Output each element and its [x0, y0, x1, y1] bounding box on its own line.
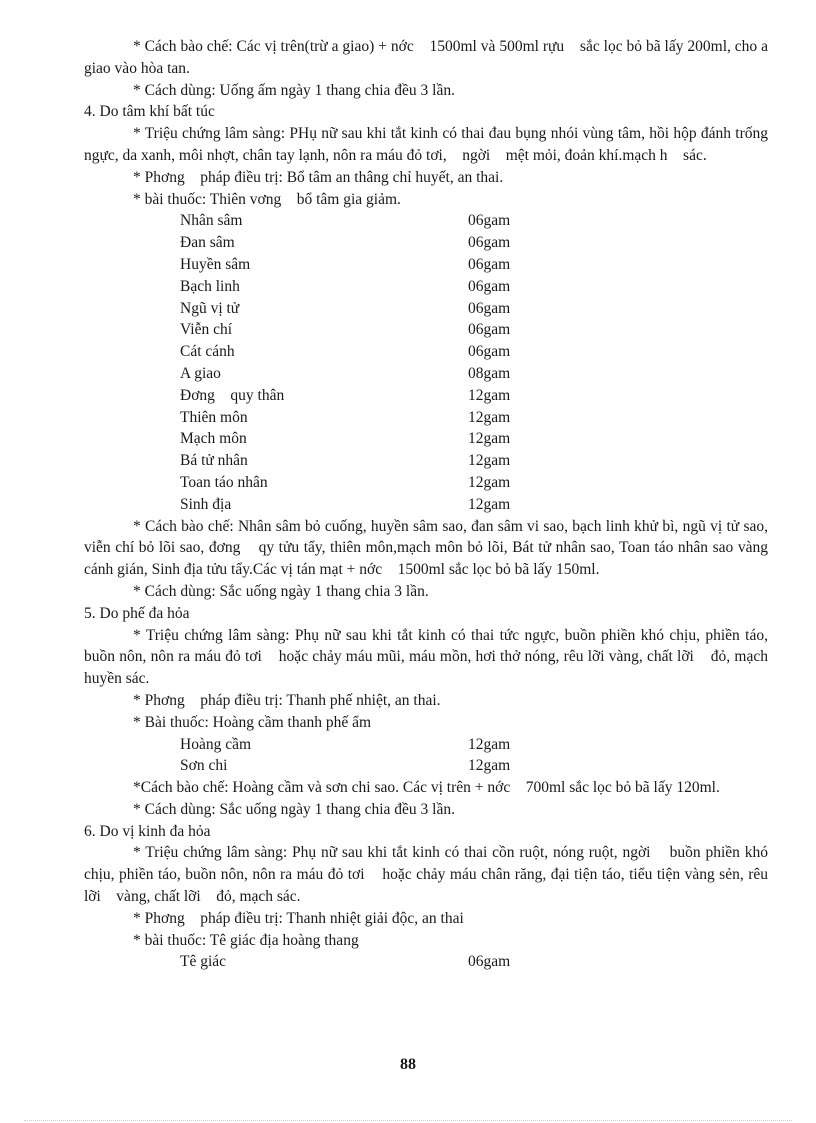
- page-content: [84, 36, 772, 973]
- paragraph-remedy-6: * bài thuốc: Tê giác địa hoàng thang: [133, 931, 359, 949]
- ingredient-dose: 06gam: [468, 277, 511, 295]
- paragraph-preparation-1: * Cách bào chế: Các vị trên(trừ a giao) + nớc 1500ml và 500ml rựu sắc lọc bỏ bã lấy 200ml, cho a giao vào hòa tan.: [84, 38, 772, 77]
- ingredient-name: Hoàng cầm: [180, 735, 252, 753]
- ingredient-table-1: [180, 210, 768, 515]
- paragraph-usage-4: * Cách dùng: Sắc uống ngày 1 thang chia 3 lần.: [133, 582, 429, 600]
- paragraph-symptoms-4: * Triệu chứng lâm sàng: PHụ nữ sau khi tắt kinh có thai đau bụng nhói vùng tâm, hồi hộp đánh trống ngực, da xanh, môi nhợt, chân tay lạnh, nôn ra máu đỏ tơi, ngời mệt mỏi, đoản khí.mạch h sác.: [84, 125, 772, 164]
- ingredient-row: [180, 385, 768, 407]
- ingredient-name: Toan táo nhân: [180, 473, 268, 491]
- ingredient-table-2: [180, 734, 768, 778]
- ingredient-row: [180, 319, 768, 341]
- ingredient-name: Cát cánh: [180, 343, 235, 361]
- ingredient-name: Sơn chi: [180, 757, 228, 775]
- paragraph-remedy-4: * bài thuốc: Thiên vơng bổ tâm gia giảm.: [133, 190, 401, 208]
- heading-section-5: 5. Do phế đa hỏa: [84, 604, 190, 622]
- ingredient-row: [180, 951, 768, 973]
- ingredient-name: Bá tử nhân: [180, 452, 248, 470]
- ingredient-name: Mạch môn: [180, 430, 247, 448]
- page-bottom-divider: [24, 1120, 792, 1121]
- ingredient-row: [180, 472, 768, 494]
- ingredient-dose: 06gam: [468, 255, 511, 273]
- heading-section-6: 6. Do vị kinh đa hỏa: [84, 822, 211, 840]
- ingredient-dose: 12gam: [468, 735, 511, 753]
- ingredient-dose: 06gam: [468, 299, 511, 317]
- paragraph-preparation-4: * Cách bào chế: Nhân sâm bỏ cuống, huyền sâm sao, đan sâm vi sao, bạch linh khử bì, ngũ vị tử sao, viễn chí bỏ lõi sao, đơng qy tửu tẩy, thiên môn,mạch môn bỏ lõi, Bát tử nhân sao, Toan táo nhân sao vàng cánh gián, Sinh địa tửu tẩy.Các vị tán mạt + nớc 1500ml sắc lọc bỏ bã lấy 150ml.: [84, 517, 772, 579]
- ingredient-row: [180, 298, 768, 320]
- ingredient-name: Sinh địa: [180, 495, 232, 513]
- ingredient-name: Tê giác: [180, 953, 227, 971]
- paragraph-usage-5: * Cách dùng: Sắc uống ngày 1 thang chia đều 3 lần.: [133, 800, 455, 818]
- ingredient-dose: 06gam: [468, 321, 511, 339]
- ingredient-dose: 12gam: [468, 473, 511, 491]
- paragraph-remedy-5: * Bài thuốc: Hoàng cầm thanh phế ẩm: [133, 713, 372, 731]
- ingredient-dose: 12gam: [468, 430, 511, 448]
- ingredient-name: Đan sâm: [180, 234, 235, 252]
- ingredient-dose: 12gam: [468, 757, 511, 775]
- ingredient-name: Bạch linh: [180, 277, 240, 295]
- paragraph-treatment-5: * Phơng pháp điều trị: Thanh phế nhiệt, an thai.: [133, 691, 441, 709]
- paragraph-preparation-5: *Cách bào chế: Hoàng cầm và sơn chi sao. Các vị trên + nớc 700ml sắc lọc bỏ bã lấy 120ml.: [133, 779, 720, 797]
- paragraph-usage-1: * Cách dùng: Uống ấm ngày 1 thang chia đều 3 lần.: [133, 81, 455, 99]
- ingredient-dose: 12gam: [468, 408, 511, 426]
- paragraph-symptoms-5: * Triệu chứng lâm sàng: Phụ nữ sau khi tắt kinh có thai tức ngực, buồn phiền khó chịu, phiền táo, buồn nôn, nôn ra máu đỏ tơi hoặc chảy máu mũi, máu mồn, hơi thở nóng, rêu lỡi vàng, chất lỡi đỏ, mạch huyền sác.: [84, 626, 772, 688]
- ingredient-row: [180, 494, 768, 516]
- ingredient-row: [180, 363, 768, 385]
- ingredient-row: [180, 276, 768, 298]
- ingredient-name: Đơng quy thân: [180, 386, 285, 404]
- ingredient-name: A giao: [180, 364, 221, 382]
- ingredient-dose: 06gam: [468, 234, 511, 252]
- ingredient-dose: 08gam: [468, 364, 511, 382]
- ingredient-row: [180, 428, 768, 450]
- page-number: 88: [400, 1056, 416, 1073]
- ingredient-dose: 12gam: [468, 495, 511, 513]
- ingredient-row: [180, 755, 768, 777]
- ingredient-row: [180, 734, 768, 756]
- ingredient-dose: 06gam: [468, 212, 511, 230]
- paragraph-treatment-6: * Phơng pháp điều trị: Thanh nhiệt giải độc, an thai: [133, 909, 464, 927]
- ingredient-row: [180, 210, 768, 232]
- ingredient-row: [180, 341, 768, 363]
- heading-section-4: 4. Do tâm khí bất túc: [84, 103, 215, 121]
- ingredient-dose: 06gam: [468, 343, 511, 361]
- ingredient-name: Nhân sâm: [180, 212, 243, 230]
- ingredient-name: Ngũ vị tử: [180, 299, 240, 317]
- ingredient-row: [180, 232, 768, 254]
- paragraph-symptoms-6: * Triệu chứng lâm sàng: Phụ nữ sau khi tắt kinh có thai cồn ruột, nóng ruột, ngời buồn phiền khó chịu, phiền táo, buồn nôn, nôn ra máu đỏ tơi hoặc chảy máu chân răng, đại tiện táo, tiểu tiện vàng sẻn, rêu lỡi vàng, chất lỡi đỏ, mạch sác.: [84, 844, 772, 906]
- ingredient-dose: 12gam: [468, 452, 511, 470]
- ingredient-name: Viễn chí: [180, 321, 233, 339]
- ingredient-name: Huyền sâm: [180, 255, 251, 273]
- ingredient-dose: 06gam: [468, 953, 511, 971]
- ingredient-row: [180, 407, 768, 429]
- paragraph-treatment-4: * Phơng pháp điều trị: Bổ tâm an thâng chỉ huyết, an thai.: [133, 168, 504, 186]
- ingredient-name: Thiên môn: [180, 408, 248, 426]
- ingredient-row: [180, 450, 768, 472]
- ingredient-table-3: [180, 951, 768, 973]
- ingredient-dose: 12gam: [468, 386, 511, 404]
- ingredient-row: [180, 254, 768, 276]
